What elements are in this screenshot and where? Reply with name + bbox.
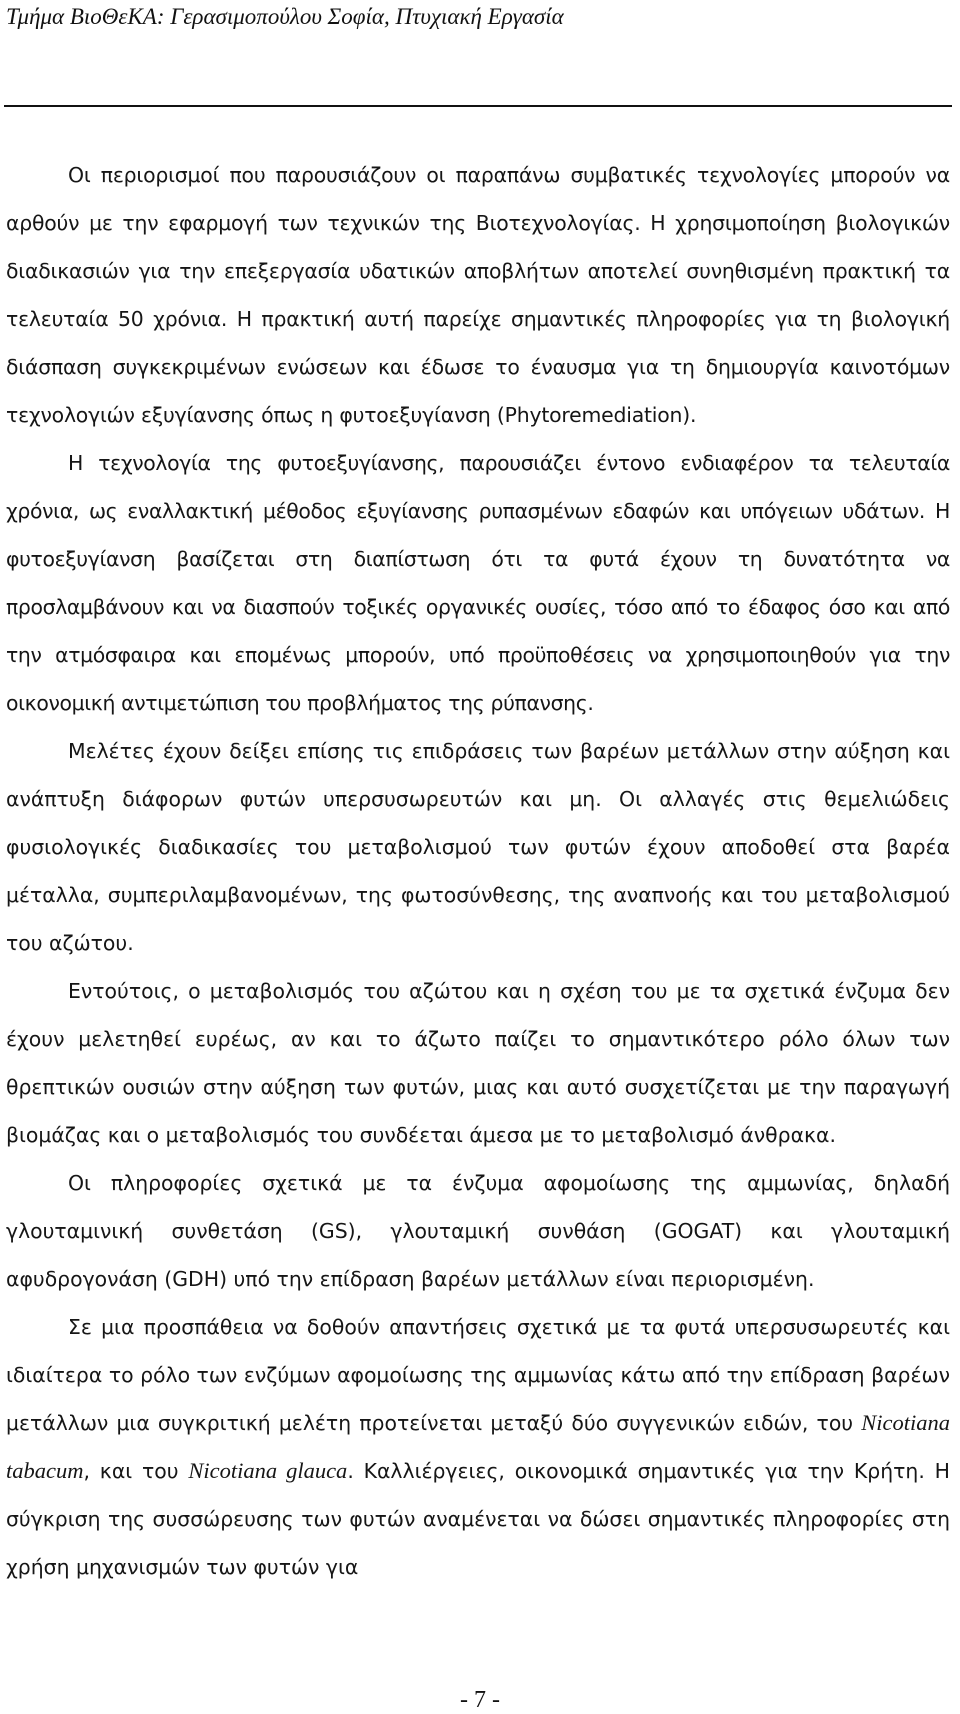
paragraph-6-text-a: Σε μια προσπάθεια να δοθούν απαντήσεις σχετικά με τα φυτά υπερσυσωρευτές και ιδιαίτερα το ρόλο των ενζύμων αφομοίωσης της αμμωνίας κάτω από την επίδραση βαρέων μετάλλων μια συγκριτική μελέτη προτείνεται μεταξύ δύο συγγενικών ειδών, του [6,1315,950,1435]
paragraph-1: Οι περιορισμοί που παρουσιάζουν οι παραπάνω συμβατικές τεχνολογίες μπορούν να αρθούν με την εφαρμογή των τεχνικών της Βιοτεχνολογίας. Η χρησιμοποίηση βιολογικών διαδικασιών για την επεξεργασία υδατικών αποβλήτων αποτελεί συνηθισμένη πρακτική τα τελευταία 50 χρόνια. Η πρακτική αυτή παρείχε σημαντικές πληροφορίες για τη βιολογική διάσπαση συγκεκριμένων ενώσεων και έδωσε το έναυσμα για τη δημιουργία καινοτόμων τεχνολογιών εξυγίανσης όπως η φυτοεξυγίανση (Phytoremediation). [6,163,950,427]
paragraph-3: Μελέτες έχουν δείξει επίσης τις επιδράσεις των βαρέων μετάλλων στην αύξηση και ανάπτυξη διάφορων φυτών υπερσυσωρευτών και μη. Οι αλλαγές στις θεμελιώδεις φυσιολογικές διαδικασίες του μεταβολισμού των φυτών έχουν αποδοθεί στα βαρέα μέταλλα, συμπεριλαμβανομένων, της φωτοσύνθεσης, της αναπνοής και του μεταβολισμού του αζώτου. [6,739,950,955]
running-header: Τμήμα ΒιοΘεΚΑ: Γερασιμοπούλου Σοφία, Πτυχιακή Εργασία [6,4,564,29]
paragraph-4: Εντούτοις, ο μεταβολισμός του αζώτου και η σχέση του με τα σχετικά ένζυμα δεν έχουν μελετηθεί ευρέως, αν και το άζωτο παίζει το σημαντικότερο ρόλο όλων των θρεπτικών ουσιών στην αύξηση των φυτών, μιας και αυτό συσχετίζεται με την παραγωγή βιομάζας και ο μεταβολισμός του συνδέεται άμεσα με το μεταβολισμό άνθρακα. [6,979,950,1147]
paragraph-6-text-b: , και του [83,1459,189,1483]
paragraph-2: Η τεχνολογία της φυτοεξυγίανσης, παρουσιάζει έντονο ενδιαφέρον τα τελευταία χρόνια, ως εναλλακτική μέθοδος εξυγίανσης ρυπασμένων εδαφών και υπόγειων υδάτων. Η φυτοεξυγίανση βασίζεται στη διαπίστωση ότι τα φυτά έχουν τη δυνατότητα να προσλαμβάνουν και να διασπούν τοξικές οργανικές ουσίες, τόσο από το έδαφος όσο και από την ατμόσφαιρα και επομένως μπορούν, υπό προϋποθέσεις να χρησιμοποιηθούν για την οικονομική αντιμετώπιση του προβλήματος της ρύπανσης. [6,451,950,715]
paragraph-6-text-c: . Καλλιέργειες, οικονομικά σημαντικές για την Κρήτη. Η σύγκριση της συσσώρευσης των φυτών αναμένεται να δώσει σημαντικές πληροφορίες στη χρήση μηχανισμών των φυτών για [6,1459,950,1579]
species-name-tabacum: Nicotiana tabacum [6,1410,950,1483]
page-number: - 7 - [460,1687,500,1713]
body-text [6,151,950,1591]
paragraph-5: Οι πληροφορίες σχετικά με τα ένζυμα αφομοίωσης της αμμωνίας, δηλαδή γλουταμινική συνθετάση (GS), γλουταμική συνθάση (GOGAT) και γλουταμική αφυδρογονάση (GDH) υπό την επίδραση βαρέων μετάλλων είναι περιορισμένη. [6,1171,950,1291]
paragraph-6 [6,1303,950,1591]
header-rule [4,105,952,107]
species-name-glauca: Nicotiana glauca [188,1458,348,1483]
